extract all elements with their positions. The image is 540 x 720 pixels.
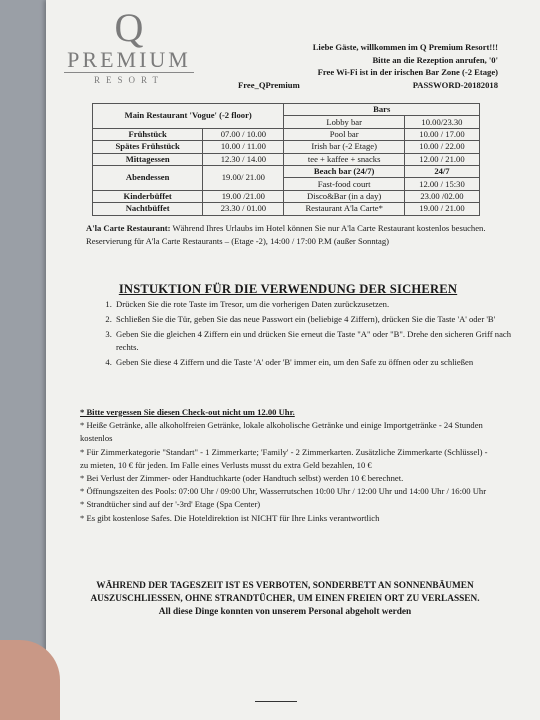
bar-name: Pool bar <box>284 128 404 140</box>
table-row <box>93 190 480 202</box>
bar-name: Beach bar (24/7) <box>284 165 404 177</box>
list-item: 2. Schließen Sie die Tür, geben Sie das neue Passwort ein (beliebige 4 Ziffern), drücken Sie die Taste 'A' oder 'B' <box>114 313 514 326</box>
list-item: * Strandtücher sind auf der '-3rd' Etage (Spa Center) <box>80 499 261 510</box>
meal-name: Nachtbüffet <box>93 203 203 215</box>
main-restaurant-header: Main Restaurant 'Vogue' (-2 floor) <box>93 104 284 129</box>
meal-name: Abendessen <box>93 165 203 190</box>
safe-instructions-list <box>82 298 514 371</box>
bar-time: 23.00 /02.00 <box>404 190 479 202</box>
reception-line: Bitte an die Rezeption anrufen, '0' <box>372 54 498 65</box>
bar-time: 12.00 / 15:30 <box>404 178 479 190</box>
logo-sub: RESORT <box>94 75 164 85</box>
safe-instructions-title: INSTUKTION FÜR DIE VERWENDUNG DER SICHEREN <box>118 282 458 296</box>
list-item: * Es gibt kostenlose Safes. Die Hoteldirektion ist NICHT für Ihre Links verantwortlich <box>80 512 380 523</box>
table-row <box>93 141 480 153</box>
resort-logo <box>64 5 194 85</box>
bar-time: 19.00 / 21.00 <box>404 203 479 215</box>
notes-block <box>80 406 490 525</box>
warning-caps: WÄHREND DER TAGESZEIT IST ES VERBOTEN, SONDERBETT AN SONNENBÄUMEN AUSZUSCHLIESSEN, OHNE STRANDTÜCHER, UM EINEN FREIEN ORT ZU VERLASSEN. <box>90 581 480 604</box>
list-item: 1. Drücken Sie die rote Taste im Tresor, um die vorherigen Daten zurückzusetzen. <box>114 298 514 311</box>
bar-time: 12.00 / 21.00 <box>404 153 479 165</box>
checkout-note: * Bitte vergessen Sie diesen Check-out nicht um 12.00 Uhr. <box>80 407 295 417</box>
bar-name: Lobby bar <box>284 116 404 128</box>
alacarte-label: A'la Carte Restaurant: <box>86 223 171 233</box>
list-item: * Öffnungszeiten des Pools: 07:00 Uhr / 09:00 Uhr, Wasserrutschen 10:00 Uhr / 12:00 Uhr und 14:00 Uhr / 16:00 Uhr <box>80 486 487 497</box>
meal-time: 07.00 / 10.00 <box>203 128 284 140</box>
warning-notice <box>90 580 480 619</box>
meal-name: Kinderbüffet <box>93 190 203 202</box>
bar-name: Restaurant A'la Carte* <box>284 203 404 215</box>
bar-name: Irish bar (-2 Etage) <box>284 141 404 153</box>
list-item: * Bei Verlust der Zimmer- oder Handtuchkarte (oder Handtuch selbst) werden 10 € berechnet. <box>80 473 404 484</box>
bar-name: tee + kaffee + snacks <box>284 153 404 165</box>
meal-time: 23.30 / 01.00 <box>203 203 284 215</box>
divider <box>255 701 297 702</box>
warning-rest: All diese Dinge konnten von unserem Personal abgeholt werden <box>158 607 412 617</box>
bar-time: 24/7 <box>404 165 479 177</box>
meal-name: Mittagessen <box>93 153 203 165</box>
welcome-line: Liebe Gäste, willkommen im Q Premium Resort!!! <box>312 42 498 52</box>
bar-name: Disco&Bar (in a day) <box>284 190 404 202</box>
bar-time: 10.00 / 17.00 <box>404 128 479 140</box>
meal-time: 19.00 /21.00 <box>203 190 284 202</box>
logo-name: PREMIUM <box>64 48 194 73</box>
table-row <box>93 104 480 116</box>
list-item: 4. Geben Sie diese 4 Ziffern und die Taste 'A' oder 'B' immer ein, um den Safe zu öffnen oder zu schließen <box>114 356 514 369</box>
table-row <box>93 153 480 165</box>
meal-time: 10.00 / 11.00 <box>203 141 284 153</box>
bar-time: 10.00 / 22.00 <box>404 141 479 153</box>
alacarte-info <box>86 222 486 248</box>
table-row <box>93 128 480 140</box>
wifi-name: Free_QPremium <box>238 79 300 90</box>
table-row <box>93 165 480 177</box>
schedule-table <box>92 103 480 216</box>
alacarte-text: Während Ihres Urlaubs im Hotel können Sie nur A'la Carte Restaurant kostenlos besuchen. Reservierung für A'la Carte Restaurants – (Etage -2), 14:00 / 17:00 P.M (außer Sonntag) <box>86 223 486 246</box>
meal-time: 12.30 / 14.00 <box>203 153 284 165</box>
meal-name: Frühstück <box>93 128 203 140</box>
bar-time: 10.00/23.30 <box>404 116 479 128</box>
wifi-credentials <box>220 79 498 92</box>
list-item: 3. Geben Sie die gleichen 4 Ziffern ein und drücken Sie erneut die Taste "A" oder "B". Drehe den sicheren Griff nach rechts. <box>114 328 514 354</box>
list-item: * Heiße Getränke, alle alkoholfreien Getränke, lokale alkoholische Getränke und einige Importgetränke - 24 Stunden kostenlos <box>80 420 483 444</box>
wifi-info-line: Free Wi-Fi ist in der irischen Bar Zone (-2 Etage) <box>317 67 498 77</box>
meal-name: Spätes Frühstück <box>93 141 203 153</box>
welcome-block <box>220 41 498 91</box>
logo-letter: Q <box>114 5 144 50</box>
wifi-password: PASSWORD-20182018 <box>412 79 498 90</box>
bar-name: Fast-food court <box>284 178 404 190</box>
list-item: * Für Zimmerkategorie "Standart" - 1 Zimmerkarte; 'Family' - 2 Zimmerkarten. Zusätzliche Zimmerkarte (Schlüssel) - zu mieten, 10 € für jeden. Im Falle eines Verlusts musst du extra Geld bezahlen, 10 € <box>80 446 488 470</box>
table-row <box>93 203 480 215</box>
bars-header: Bars <box>284 104 480 116</box>
meal-time: 19.00/ 21.00 <box>203 165 284 190</box>
